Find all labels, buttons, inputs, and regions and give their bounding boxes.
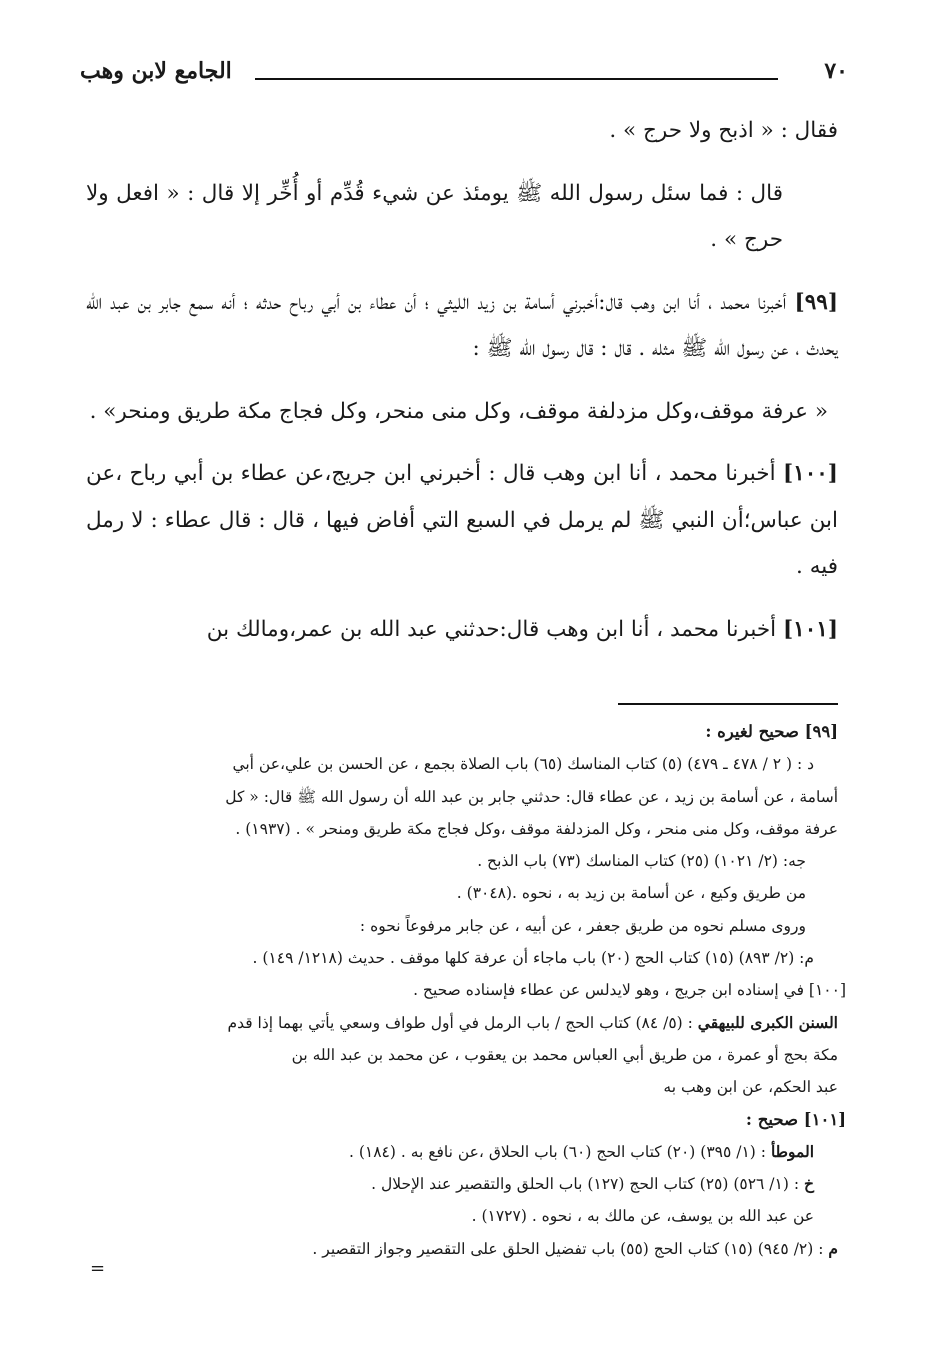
note-100-line: [١٠٠] في إسناده ابن جريج ، وهو لايدلس عن عطاء فإسناده صحيح . [413,981,846,1000]
note-99-heading: [٩٩] صحيح لغيره : [705,722,838,741]
note-101-text: : (١/ ٣٩٥) (٢٠) كتاب الحج (٦٠) باب الحلاق ،عن نافع به . (١٨٤) . [348,1142,766,1161]
source-title: الموطأ [770,1141,814,1161]
note-99-line: م: (٢/ ٨٩٣) (١٥) كتاب الحج (٢٠) باب ماجاء أن عرفة كلها موقف . حديث (١٢١٨/ ١٤٩) . [252,949,814,968]
note-101-line [78,1168,838,1200]
source-title: السنن الكبرى للبيهقي [697,1012,838,1032]
note-99-line: من طريق وكيع ، عن أسامة بن زيد به ، نحوه .(٣٠٤٨) . [456,884,806,903]
page-number: ٧٠ [824,58,848,84]
note-99-line: وروى مسلم نحوه من طريق جعفر ، عن أبيه ، عن جابر مرفوعاً نحوه : [359,916,806,935]
paragraph-2: قال : فما سئل رسول الله ﷺ يومئذ عن شيء قُدِّم أو أُخِّر إلا قال : « افعل ولا حرج » . [86,180,783,252]
note-100-line: عبد الحكم، عن ابن وهب به [663,1078,838,1097]
hadith-100-text: أخبرنا محمد ، أنا ابن وهب قال : أخبرني ابن جريج،عن عطاء بن أبي رباح ،عن ابن عباس؛أن النبي ﷺ لم يرمل في السبع التي أفاض فيها ، قال : قال عطاء : لا رمل فيه . [86,461,838,579]
note-101-line: عن عبد الله بن يوسف، عن مالك به ، نحوه . (١٧٢٧) . [471,1207,814,1226]
note-100-text: : (٥/ ٨٤) كتاب الحج / باب الرمل في أول طواف وسعي يأتي بهما إذا قدم [227,1013,693,1032]
note-100-line [78,1007,838,1039]
paragraph-quote: « عرفة موقف،وكل مزدلفة موقف، وكل منى منحر، وكل فجاج مكة طريق ومنحر» . [89,398,828,424]
header-rule [255,78,778,80]
continuation-mark: = [90,1258,106,1279]
paragraph-hadith-100 [86,451,838,591]
note-99-line: جه: (٢/ ١٠٢١) (٢٥) كتاب المناسك (٧٣) باب الذبح . [477,852,806,871]
note-101-text: : (٢/ ٩٤٥) (١٥) كتاب الحج (٥٥) باب تفضيل الحلق على التقصير وجواز التقصير . [312,1239,824,1258]
paragraph-1: فقال : « اذبح ولا حرج » . [609,118,838,143]
hadith-number-101: [١٠١] [782,616,838,642]
note-99-line: أسامة ، عن أسامة بن زيد ، عن عطاء قال: حدثني جابر بن عبد الله أن رسول الله ﷺ قال: « كل [225,787,838,806]
note-99-line: عرفة موقف، وكل منى منحر ، وكل المزدلفة موقف ،وكل فجاج مكة طريق ومنحر » . (١٩٣٧) . [235,819,838,838]
main-text [86,108,838,659]
running-title: الجامع لابن وهب [80,58,232,84]
note-101-line [78,1136,838,1168]
paragraph-hadith-101 [86,607,838,654]
note-101-heading: [١٠١] صحيح : [745,1109,846,1129]
hadith-number-100: [١٠٠] [782,461,838,486]
note-101-text: : (١/ ٥٢٦) (٢٥) كتاب الحج (١٢٧) باب الحلق والتقصير عند الإحلال . [371,1175,800,1194]
footnote-separator [618,703,838,705]
footnotes [78,716,846,1265]
page-header [80,58,848,94]
hadith-number-99: [٩٩] [794,289,838,315]
note-101-line [78,1233,838,1265]
note-99-line: د : ( ٢ / ٤٧٨ ـ ٤٧٩) (٥) كتاب المناسك (٦٥) باب الصلاة بجمع ، عن الحسن بن علي،عن أبي [232,755,814,774]
hadith-99-text: أخبرنا محمد ، أنا ابن وهب قال:أخبرني أسامة بن زيد الليثي ؛ أن عطاء بن أبي رباح حدثه ؛ أنه سمع جابر بن عبد الله يحدث ، عن رسول الله ﷺ مثله . قال : قال رسول الله ﷺ : [86,289,838,361]
paragraph-hadith-99 [86,280,838,373]
note-100-line: مكة بحج أو عمرة ، من طريق أبي العباس محمد بن يعقوب ، عن محمد بن عبد الله بن [291,1045,838,1064]
source-title: خ [803,1174,814,1194]
hadith-101-text: أخبرنا محمد ، أنا ابن وهب قال:حدثني عبد الله بن عمر،ومالك بن [206,616,777,642]
source-title: م [828,1238,838,1258]
